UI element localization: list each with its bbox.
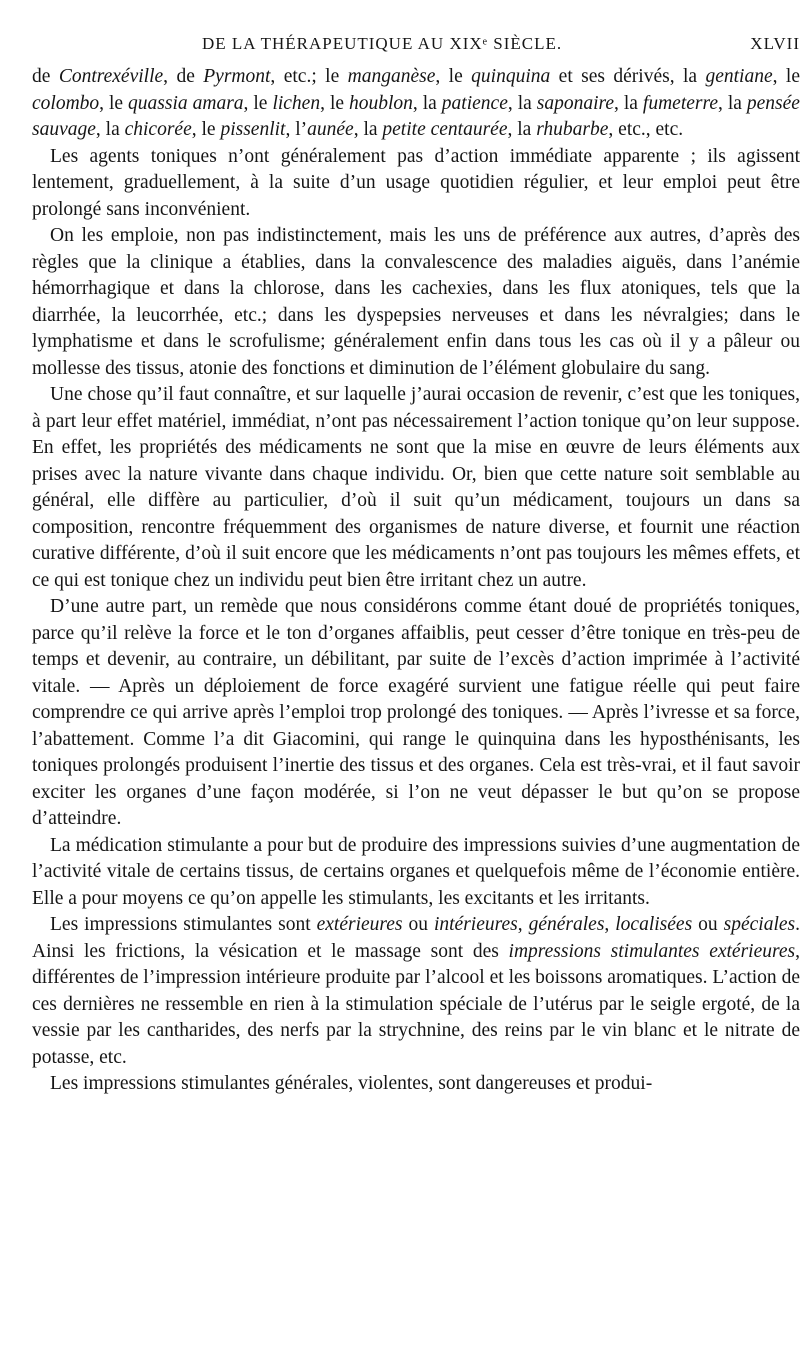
paragraph: Les impressions stimulantes générales, violentes, sont dangereuses et produi-: [50, 1073, 653, 1094]
paragraph: Les impressions stimulantes sont extérieures ou intérieures, générales, localisées ou spéciales. Ainsi les frictions, la vésication et le massage sont des impressions stimulantes extérieures, différentes de l’impression intérieure produite par l’alcool et les boissons aromatiques. L’action de ces dernières ne ressemble en rien à la stimulation spéciale de l’utérus par le seigle ergoté, de la vessie par les cantharides, des nerfs par la strychnine, des reins par le vin blanc et le nitrate de potasse, etc.: [32, 914, 800, 1068]
paragraph: D’une autre part, un remède que nous considérons comme étant doué de propriétés toniques, parce qu’il relève la force et le ton d’organes affaiblis, peut cesser d’être tonique en très-peu de temps et devenir, au contraire, un débilitant, par suite de l’excès d’action imprimée à l’activité vitale. — Après un déploiement de force exagéré survient une fatigue réelle qui peut faire comprendre ce qui arrive après l’emploi trop prolongé des toniques. — Après l’ivresse et sa force, l’abattement. Comme l’a dit Giacomini, qui range le quinquina dans les hyposthénisants, les toniques prolongés produisent l’inertie des tissus et des organes. Cela est très-vrai, et il faut savoir exciter les organes d’une façon modérée, si l’on ne veut dépasser le but qu’on se propose d’atteindre.: [32, 596, 800, 829]
paragraph: Une chose qu’il faut connaître, et sur laquelle j’aurai occasion de revenir, c’est que les toniques, à part leur effet matériel, immédiat, n’ont pas nécessairement l’action tonique qu’on leur suppose. En effet, les propriétés des médicaments ne sont que la mise en œuvre de leurs éléments aux prises avec la nature vivante dans chaque individu. Or, bien que cette nature soit semblable au général, elle diffère au particulier, d’où il suit qu’un médicament, toujours un dans sa composition, rencontre fréquemment des organismes de nature diverse, et fournit une réaction curative différente, d’où il suit encore que les médicaments n’ont pas toujours les mêmes effets, et ce qui est tonique chez un individu peut bien être irritant chez un autre.: [32, 384, 800, 591]
paragraph-continuation: de Contrexéville, de Pyrmont, etc.; le manganèse, le quinquina et ses dérivés, la gentiane, le colombo, le quassia amara, le lichen, le houblon, la patience, la saponaire, la fumeterre, la pensée sauvage, la chicorée, le pissenlit, l’aunée, la petite centaurée, la rhubarbe, etc., etc.: [32, 66, 800, 140]
paragraph: Les agents toniques n’ont généralement pas d’action immédiate apparente ; ils agissent lentement, graduellement, à la suite d’un usage quotidien régulier, et leur emploi peut être prolongé sans inconvénient.: [32, 145, 800, 220]
paragraph: La médication stimulante a pour but de produire des impressions suivies d’une augmentation de l’activité vitale de certains tissus, de certains organes et quelquefois même de l’économie entière. Elle a pour moyens ce qu’on appelle les stimulants, les excitants et les irritants.: [32, 834, 800, 909]
paragraph: On les emploie, non pas indistinctement, mais les uns de préférence aux autres, d’après des règles que la clinique a établies, dans la convalescence des maladies aiguës, dans l’anémie hémorrhagique et dans la chlorose, dans les cachexies, dans les flux atoniques, tels que la diarrhée, la leucorrhée, etc.; dans les dyspepsies nerveuses et dans les névralgies; dans le lymphatisme et dans le scrofulisme; généralement enfin dans tous les cas où il y a pâleur ou mollesse des tissus, atonie des fonctions et diminution de l’élément globulaire du sang.: [32, 225, 800, 379]
running-title: DE LA THÉRAPEUTIQUE AU XIXᵉ SIÈCLE.: [202, 34, 563, 53]
page-number: XLVII: [750, 34, 800, 53]
page-header: [0, 34, 800, 56]
body-text: [32, 64, 800, 1098]
